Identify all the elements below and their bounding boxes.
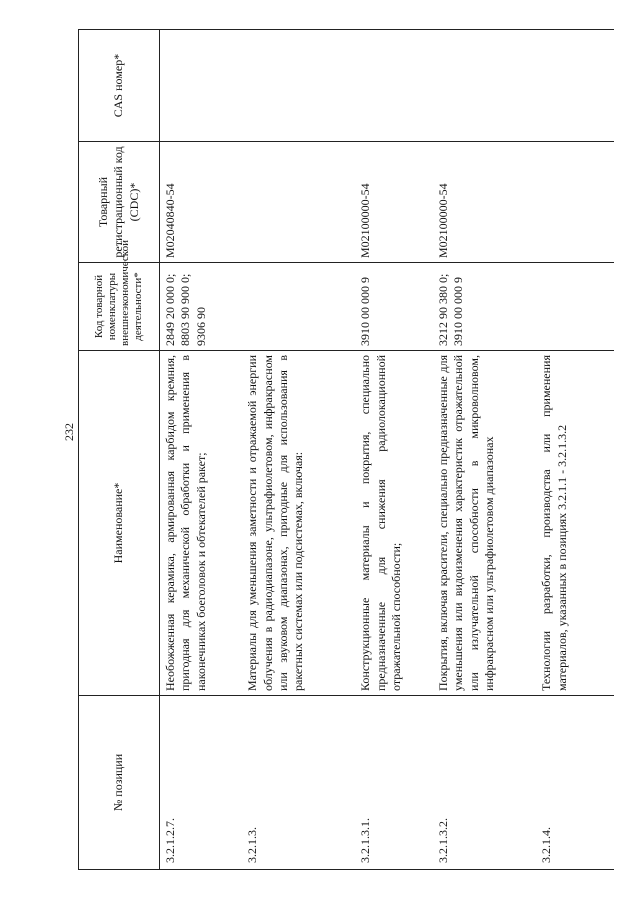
cell-cas (242, 30, 355, 142)
table-container (78, 30, 614, 870)
header-tnved: Код товарной номенклатуры внешнеэкономической деятельности* (79, 263, 160, 351)
table-row (536, 30, 614, 870)
cell-tnved (242, 263, 355, 351)
cell-name: Конструкционные материалы и покрытия, специально предназначенные для снижения радиолокационной отражательной способности; (355, 351, 433, 696)
header-name: Наименование* (79, 351, 160, 696)
header-position: № позиции (79, 696, 160, 870)
cell-tnved: 2849 20 000 0; 8803 90 900 0; 9306 90 (160, 263, 243, 351)
table-header-row (79, 30, 160, 870)
cell-position: 3.2.1.3.1. (355, 696, 433, 870)
cell-cdc: M02100000-54 (355, 142, 433, 263)
cell-cas (355, 30, 433, 142)
cell-position: 3.2.1.2.7. (160, 696, 243, 870)
cell-tnved: 3910 00 000 9 (355, 263, 433, 351)
cell-position: 3.2.1.3. (242, 696, 355, 870)
cell-cdc (242, 142, 355, 263)
cell-position: 3.2.1.4. (536, 696, 614, 870)
cell-tnved: 3212 90 380 0; 3910 00 000 9 (433, 263, 536, 351)
cell-name: Материалы для уменьшения заметности и отражаемой энергии облучения в радиодиапазоне, ультрафиолетовом, инфракрасном или звуковом диапазонах, пригодные для использования в ракетных системах или подсистемах, включая: (242, 351, 355, 696)
cell-name: Необожженная керамика, армированная карбидом кремния, пригодная для механической обработки и применения в наконечниках боеголовок и обтекателей ракет; (160, 351, 243, 696)
cell-position: 3.2.1.3.2. (433, 696, 536, 870)
cell-name: Технологии разработки, производства или применения материалов, указанных в позициях 3.2.1.1 - 3.2.1.3.2 (536, 351, 614, 696)
page-number: 232 (62, 423, 76, 441)
cell-cas (160, 30, 243, 142)
cell-name: Покрытия, включая красители, специально предназначенные для уменьшения или видоизменения характеристик отражательной или излучательной способности в микроволновом, инфракрасном или ультрафиолетовом диапазонах (433, 351, 536, 696)
cell-cas (536, 30, 614, 142)
cell-cdc (536, 142, 614, 263)
controlled-goods-table (78, 29, 614, 870)
cell-cdc: M02100000-54 (433, 142, 536, 263)
table-row (433, 30, 536, 870)
table-row (160, 30, 243, 870)
cell-cas (433, 30, 536, 142)
cell-cdc: M02040840-54 (160, 142, 243, 263)
table-row (355, 30, 433, 870)
table-row (242, 30, 355, 870)
header-cas: CAS номер* (79, 30, 160, 142)
cell-tnved (536, 263, 614, 351)
header-cdc: Товарный ретистрационный код (CDC)* (79, 142, 160, 263)
